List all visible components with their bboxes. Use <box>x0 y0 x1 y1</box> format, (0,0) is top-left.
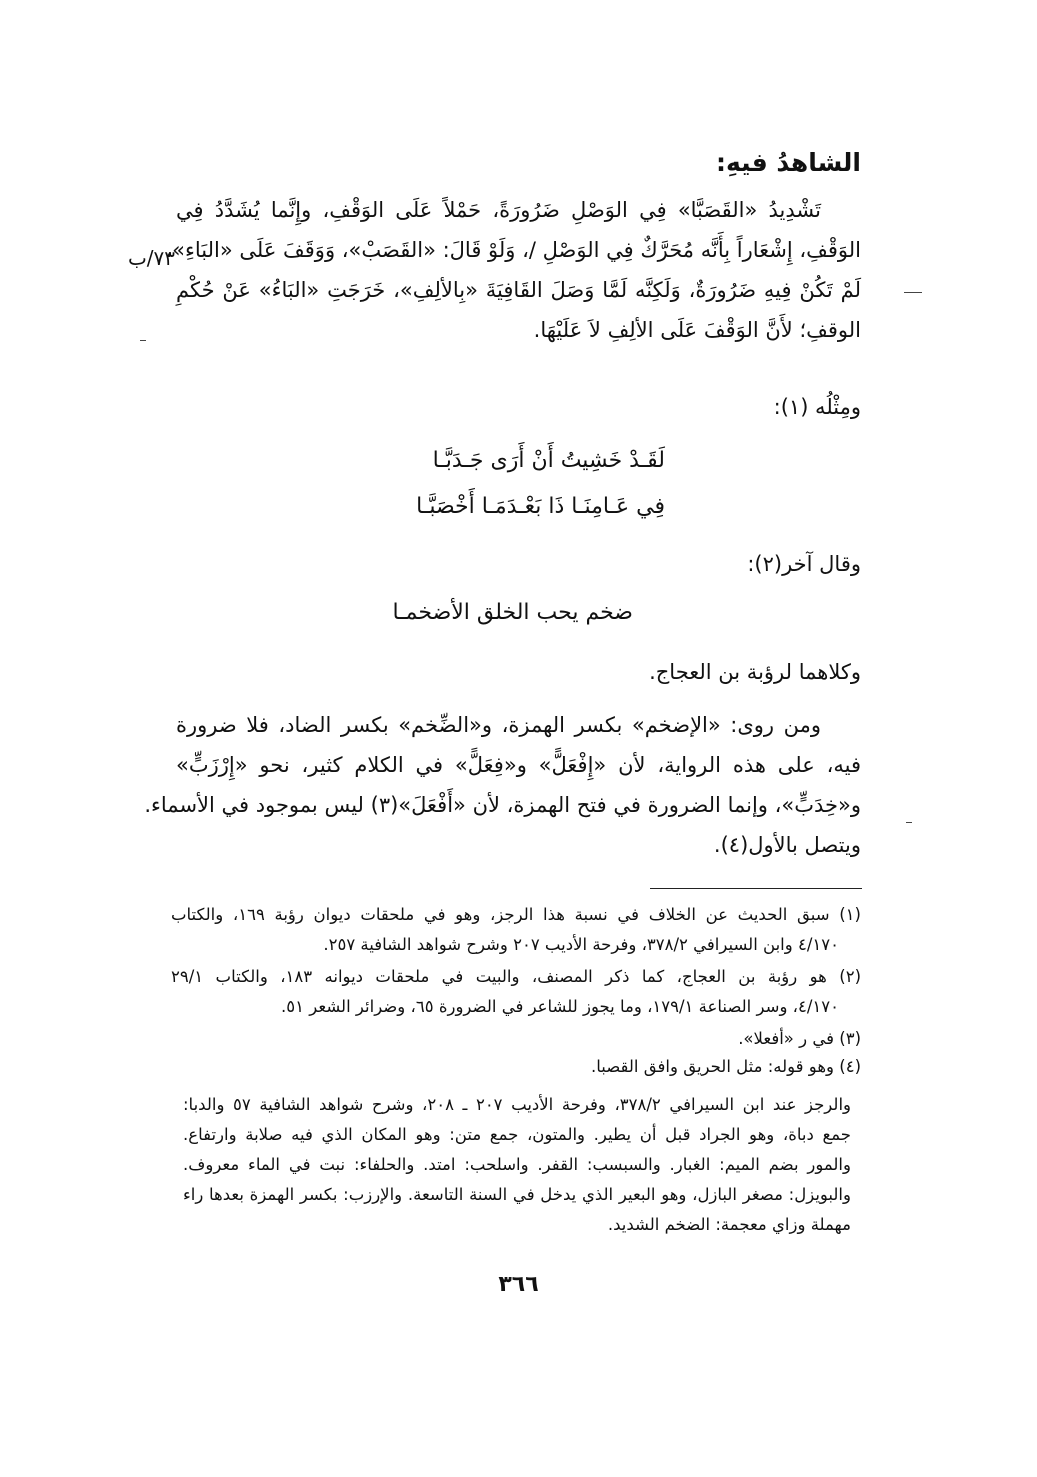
paragraph-line: فيه، على هذه الرواية، لأن «إِفْعَلًّ» و«فِعَلًّ» في الكلام كثير، نحو «إِرْزَبٍّ» <box>176 753 861 777</box>
section-heading: الشاهدُ فيهِ: <box>716 148 861 177</box>
qala-akhar-line: وقال آخر(٢): <box>747 552 861 576</box>
margin-tick <box>906 822 912 823</box>
footnote-line: والبويزل: مصغر البازل، وهو البعير الذي يدخل في السنة التاسعة. والإرزب: بكسر الهمزة بعدها راء <box>183 1185 851 1204</box>
footnote-line: (٢) هو رؤبة بن العجاج، كما ذكر المصنف، والبيت في ملحقات ديوانه ١٨٣، والكتاب ٢٩/١ <box>171 967 862 986</box>
verse-line-1: لَقَـدْ خَشِيتُ أَنْ أَرَى جَـدَبَّـا <box>432 448 665 473</box>
margin-tick <box>904 292 922 293</box>
verse-line-3: ضخم يحب الخلق الأضخمـا <box>392 600 633 625</box>
footnote-line: ٤/١٧٠، وسر الصناعة ١٧٩/١، وما يجوز للشاعر في الضرورة ٦٥، وضرائر الشعر ٥١. <box>281 997 839 1016</box>
verse-line-2: فِي عَـامِنَـا ذَا بَعْـدَمَـا أَخْصَبَّـا <box>416 494 665 519</box>
footnote-line: مهملة وزاي معجمة: الضخم الشديد. <box>607 1215 851 1234</box>
footnote-line: (٣) في ر «أفعلا». <box>738 1029 861 1048</box>
paragraph-line: تَشْدِيدُ «القَصَبَّا» فِي الوَصْلِ ضَرُورَةً، حَمْلاً عَلَى الوَقْفِ، وإِنَّما يُشَدَّدُ فِي <box>176 198 821 222</box>
paragraph-1 <box>165 190 861 350</box>
paragraph-2 <box>144 705 861 865</box>
paragraph-line: ومن روى: «الإضخم» بكسر الهمزة، و«الضِّخم» بكسر الضاد، فلا ضرورة <box>176 713 821 737</box>
footnote-line: جمع دباة، وهو الجراد قبل أن يطير. والمتون، جمع متن: وهو المكان الذي فيه صلابة وارتفاع. <box>183 1125 851 1144</box>
footnote-line: (٤) وهو قوله: مثل الحريق وافق القصبا. <box>590 1057 861 1076</box>
footnote-line: والمور بضم الميم: الغبار. والسبسب: القفر. واسلحب: امتد. والحلفاء: نبت في الماء معروف. <box>183 1155 851 1174</box>
paragraph-line: لَمْ تَكُنْ فِيهِ ضَرُورَةٌ، وَلَكِنَّه لَمَّا وَصَلَ القَافِيَةَ «بِالألِفِ»، خَرَجَتِ «البَاءُ» عَنْ حُكْمِ <box>176 278 861 302</box>
footnote-2 <box>171 962 861 1022</box>
footnote-line: والرجز عند ابن السيرافي ٣٧٨/٢، وفرحة الأديب ٢٠٧ ـ ٢٠٨، وشرح شواهد الشافية ٥٧ والدبا: <box>183 1095 851 1114</box>
footnote-1 <box>171 900 861 960</box>
footnote-3 <box>171 1024 861 1054</box>
page-number: ٣٦٦ <box>498 1272 539 1297</box>
manuscript-folio-marker: ٧٣/ب <box>127 246 175 270</box>
footnote-4-continuation <box>183 1090 851 1240</box>
kilahuma-line: وكلاهما لرؤبة بن العجاج. <box>649 660 861 684</box>
margin-tick <box>140 340 146 341</box>
paragraph-line: الوَقْفِ، إِشْعَاراً بِأَنَّه مُحَرَّكٌ فِي الوَصْلِ /، وَلَوْ قَالَ: «القَصَبْ»، وَوَقَفَ عَلَى «البَاءِ»، <box>165 238 861 262</box>
paragraph-line: و«خِدَبٍّ»، وإنما الضرورة في فتح الهمزة، لأن «أَفْعَلَ»(٣) ليس بموجود في الأسماء. <box>144 793 861 817</box>
footnote-separator <box>650 888 862 889</box>
footnote-line: (١) سبق الحديث عن الخلاف في نسبة هذا الرجز، وهو في ملحقات ديوان رؤبة ١٦٩، والكتاب <box>171 905 861 924</box>
footnote-line: ٤/١٧٠ وابن السيرافي ٣٧٨/٢، وفرحة الأديب ٢٠٧ وشرح شواهد الشافية ٢٥٧. <box>323 935 839 954</box>
paragraph-line: الوقفِ؛ لأَنَّ الوَقْفَ عَلَى الألِفِ لاَ عَلَيْهَا. <box>533 318 861 342</box>
footnote-4 <box>171 1052 861 1082</box>
paragraph-line: ويتصل بالأول(٤). <box>713 833 861 857</box>
mithluh-line: ومِثْلُه (١): <box>773 395 861 419</box>
